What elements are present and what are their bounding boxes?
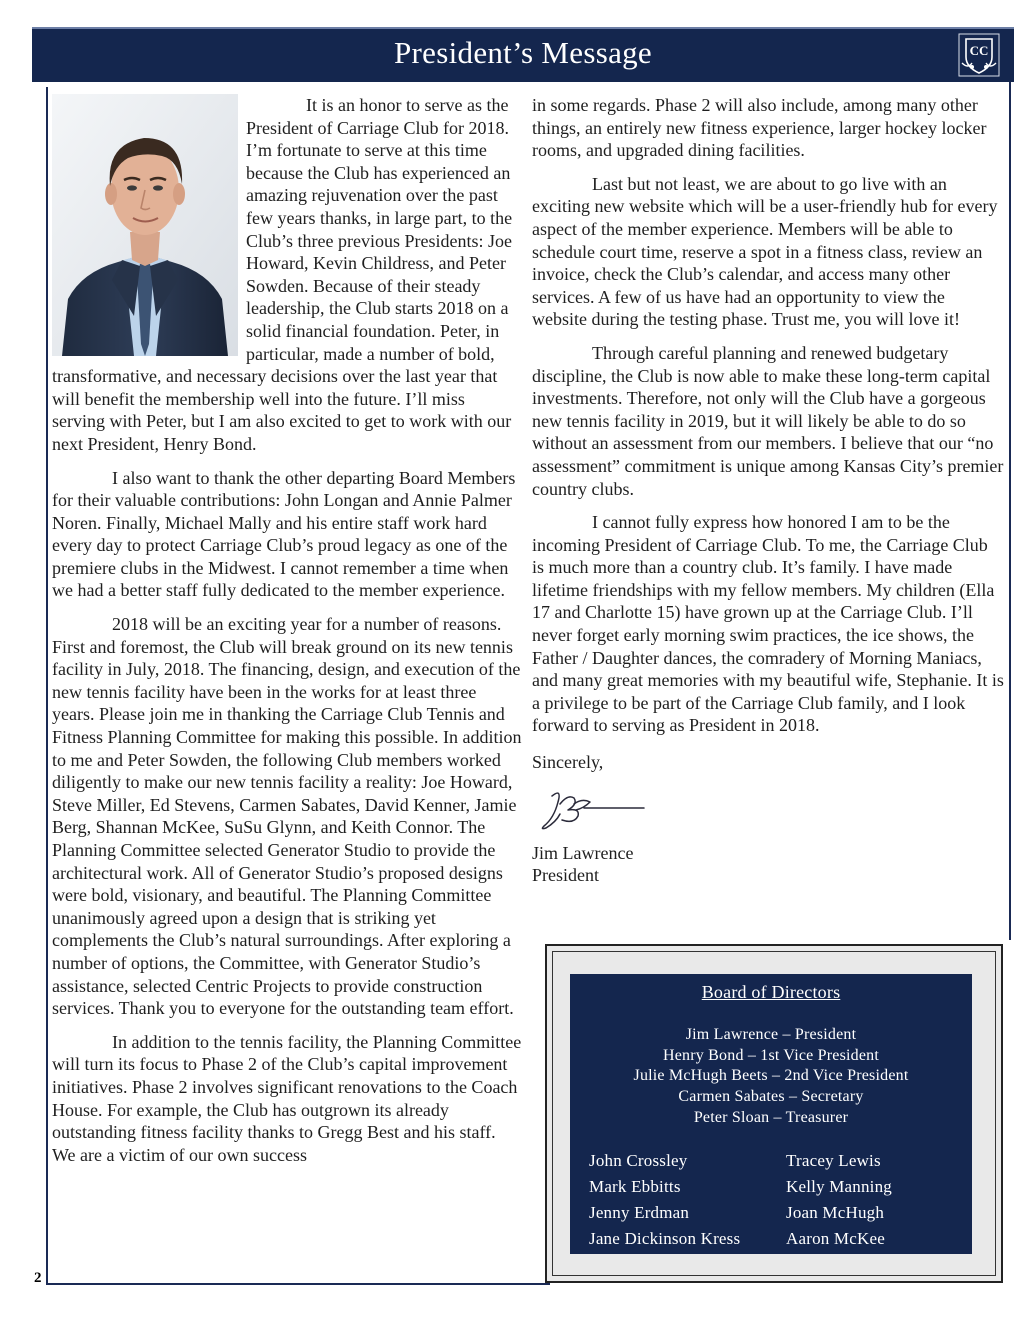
page-number: 2 xyxy=(34,1270,42,1286)
officer-line: Carmen Sabates – Secretary xyxy=(678,1088,864,1106)
board-members-list xyxy=(589,1148,959,1252)
board-member: John Crossley xyxy=(589,1151,688,1170)
signature xyxy=(538,784,648,836)
signer-name: Jim Lawrence xyxy=(532,842,634,863)
right-column xyxy=(532,94,1004,887)
board-member: Mark Ebbitts xyxy=(589,1177,681,1196)
header-bar xyxy=(32,27,1014,82)
body-paragraph: In addition to the tennis facility, the Planning Committee will turn its focus to Phase 2 of the Club’s capital improvement initiatives. Phase 2 involves significant renovations to the Coach House. For example, the Club has outgrown its already outstanding fitness facility thanks to Gregg Best and his staff. We are a victim of our own success xyxy=(52,1031,522,1165)
body-paragraph: in some regards. Phase 2 will also include, among many other things, an entirely new fitness experience, larger hockey locker rooms, and upgraded dining facilities. xyxy=(532,95,987,161)
officer-line: Jim Lawrence – President xyxy=(685,1026,857,1043)
frame-rule-right xyxy=(1009,82,1011,940)
left-column xyxy=(52,94,522,1166)
board-member: Jenny Erdman xyxy=(589,1203,690,1222)
board-member: Joan McHugh xyxy=(786,1203,885,1222)
board-member: Jane Dickinson Kress xyxy=(589,1229,741,1248)
body-paragraph: It is an honor to serve as the President of Carriage Club for 2018. I’m fortunate to serve at this time because the Club has experienced an amazing rejuvenation over the past few years thanks, in large part, to the Club’s three previous Presidents: Joe Howard, Kevin Childress, and Peter Sowden. Because of their steady leadership, the Club starts 2018 on a solid financial foundation. Peter, in particular, made a number of bold, transformative, and necessary decisions over the last year that will benefit the membership well into the future. I’ll miss serving with Peter, but I am also excited to get to work with our next President, Henry Bond. xyxy=(52,95,513,454)
page-title: President’s Message xyxy=(394,35,652,70)
body-paragraph: I cannot fully express how honored I am to be the incoming President of Carriage Club. To me, the Carriage Club is much more than a country club. It’s family. I have made lifetime friendships with my fellow members. My children (Ella 17 and Charlotte 15) have grown up at the Carriage Club. I’ll never forget early morning swim practices, the ice shows, the Father / Daughter dances, the comradery of Morning Maniacs, and many great memories with my beautiful wife, Stephanie. It is a privilege to be part of the Carriage Club family, and I look forward to serving as President in 2018. xyxy=(532,512,1004,736)
board-member: Kelly Manning xyxy=(786,1177,893,1196)
board-member: Aaron McKee xyxy=(786,1229,885,1248)
officers-list xyxy=(570,1025,972,1129)
officer-line: Henry Bond – 1st Vice President xyxy=(662,1046,880,1064)
board-member: Tracey Lewis xyxy=(786,1151,881,1170)
body-paragraph: 2018 will be an exciting year for a number of reasons. First and foremost, the Club will break ground on its new tennis facility in July, 2018. The financing, design, and execution of the new tennis facility have been in the works for at least three years. Please join me in thanking the Carriage Club Tennis and Fitness Planning Committee for making this possible. In addition to me and Peter Sowden, the following Club members worked diligently to make our new tennis facility a reality: Joe Howard, Steve Miller, Ed Stevens, Carmen Sabates, David Kenner, Jamie Berg, Shannan McKee, SuSu Glynn, and Keith Connor. The Planning Committee selected Generator Studio to provide the architectural work. All of Generator Studio’s proposed designs were bold, visionary, and beautiful. The Planning Committee unanimously agreed upon a design that is striking yet complements the Club’s natural surroundings. After exploring a number of options, the Committee, with Generator Studio’s assistance, selected Centric Projects to provide construction services. Thank you to everyone for the outstanding team effort. xyxy=(52,614,522,1019)
president-portrait xyxy=(52,94,238,356)
frame-rule-bottom xyxy=(46,1283,550,1285)
officer-line: Julie McHugh Beets – 2nd Vice President xyxy=(633,1067,909,1085)
closing-line: Sincerely, xyxy=(532,752,604,773)
signer-title: President xyxy=(532,865,599,886)
body-paragraph: Last but not least, we are about to go live with an exciting new website which will be a user-friendly hub for every aspect of the member experience. Members will be able to schedule court time, reserve a spot in a fitness class, review an invoice, check the Club’s calendar, and access many other services. A few of us have had an opportunity to view the website during the testing phase. Trust me, you will love it! xyxy=(532,173,998,330)
board-panel xyxy=(570,974,972,1254)
board-of-directors-box xyxy=(545,944,1003,1283)
officer-line: Peter Sloan – Treasurer xyxy=(693,1108,849,1126)
svg-text:CC: CC xyxy=(969,43,989,58)
body-paragraph: Through careful planning and renewed budgetary discipline, the Club is now able to make these long-term capital investments. Therefore, not only will the Club have a gorgeous new tennis facility in 2019, but it will likely be able to do so without an assessment from our members. I believe that our “no assessment” commitment is unique among Kansas City’s premier country clubs. xyxy=(532,342,1004,499)
body-paragraph: I also want to thank the other departing Board Members for their valuable contributions: John Longan and Annie Palmer Noren. Finally, Michael Mally and his entire staff work hard every day to protect Carriage Club’s proud legacy as one of the premiere clubs in the Midwest. I cannot remember a time when we had a better staff fully dedicated to the member experience. xyxy=(52,467,516,601)
frame-rule-left xyxy=(46,87,48,1284)
carriage-club-crest-icon xyxy=(958,33,1000,77)
board-title: Board of Directors xyxy=(701,982,841,1002)
